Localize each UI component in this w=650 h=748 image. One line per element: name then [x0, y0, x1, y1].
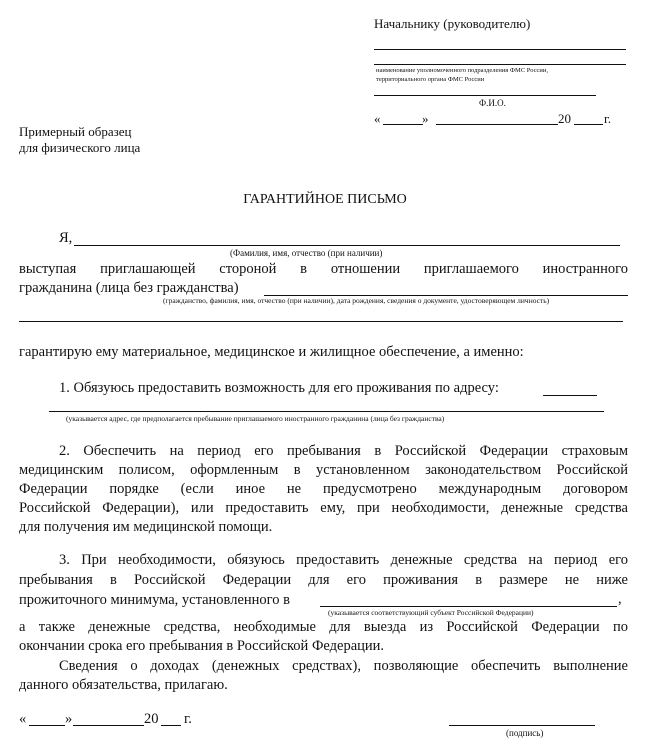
header-date-open-quote: «: [374, 111, 381, 126]
invitee-line-2[interactable]: [19, 321, 623, 322]
address-line-1[interactable]: [543, 395, 597, 396]
item2-line-5: для получения им медицинской помощи.: [19, 519, 273, 535]
item3-line-3-comma: ,: [618, 591, 622, 607]
address-caption: (указывается адрес, где предполагается пребывание приглашаемого иностранного гражданина (лица без гражданства): [66, 414, 445, 423]
applicant-name-line[interactable]: [74, 245, 620, 246]
address-line-2[interactable]: [49, 411, 604, 412]
item2-line-4: Российской Федерации), или предоставить ему, при необходимости, денежные средства: [19, 500, 628, 516]
agency-caption-1: наименование уполномоченного подразделения ФМС России,: [376, 67, 548, 74]
item2-line-1: 2. Обеспечить на период его пребывания в Российской Федерации страховым: [59, 443, 628, 459]
header-date-close-quote: »: [422, 111, 429, 126]
addressee-line-2[interactable]: [374, 64, 626, 65]
header-date-day-line[interactable]: [383, 124, 423, 125]
item1-text: 1. Обязуюсь предоставить возможность для его проживания по адресу:: [59, 380, 499, 396]
sample-note-line-1: Примерный образец: [19, 124, 132, 139]
fio-caption: Ф.И.О.: [479, 98, 506, 108]
footer-date-year-prefix: 20: [144, 711, 159, 727]
footer-date-year-suffix: г.: [184, 711, 192, 727]
addressee-heading: Начальнику (руководителю): [374, 16, 531, 31]
guarantee-line: гарантирую ему материальное, медицинское и жилищное обеспечение, а именно:: [19, 344, 524, 360]
header-date-year-prefix: 20: [558, 111, 571, 126]
applicant-name-caption: (Фамилия, имя, отчество (при наличии): [230, 248, 383, 258]
footer-date-open-quote: «: [19, 711, 27, 727]
signature-line[interactable]: [449, 725, 595, 726]
agency-caption-2: территориального органа ФМС России: [376, 76, 485, 83]
item3-line-2: пребывания в Российской Федерации для его проживания в размере не ниже: [19, 572, 628, 588]
item3-line-1: 3. При необходимости, обязуюсь предоставить денежные средства на период его: [59, 552, 628, 568]
item2-line-3: Федерации порядке (если иное не предусмотрено международным договором: [19, 481, 628, 497]
header-date-year-suffix: г.: [604, 111, 612, 126]
item3-line-4: а также денежные средства, необходимые для выезда из Российской Федерации по: [19, 619, 628, 635]
intro-line-1: выступая приглашающей стороной в отношении приглашаемого иностранного: [19, 261, 628, 277]
item2-line-2: медицинским полисом, оформленным в установленном законодательством Российской: [19, 462, 628, 478]
income-line-2: данного обязательства, прилагаю.: [19, 677, 228, 693]
income-line-1: Сведения о доходах (денежных средствах), позволяющие обеспечить выполнение: [59, 658, 628, 674]
intro-i-label: Я,: [59, 230, 73, 246]
item3-line-3: прожиточного минимума, установленного в: [19, 592, 290, 608]
item3-line-5: окончании срока его пребывания в Российской Федерации.: [19, 638, 385, 654]
footer-date-day-line[interactable]: [29, 725, 65, 726]
footer-date-year-line[interactable]: [161, 725, 181, 726]
sample-note-line-2: для физического лица: [19, 140, 141, 155]
signature-caption: (подпись): [506, 728, 544, 738]
page-title: ГАРАНТИЙНОЕ ПИСЬМО: [243, 192, 407, 207]
region-line[interactable]: [320, 606, 617, 607]
footer-date-month-line[interactable]: [73, 725, 144, 726]
header-date-year-line[interactable]: [574, 124, 603, 125]
invitee-caption: (гражданство, фамилия, имя, отчество (при наличии), дата рождения, сведения о документе, удостоверяющем личность): [163, 296, 550, 305]
footer-date-close-quote: »: [65, 711, 73, 727]
fio-line[interactable]: [374, 95, 596, 96]
intro-line-2: гражданина (лица без гражданства): [19, 280, 239, 296]
header-date-month-line[interactable]: [436, 124, 558, 125]
region-caption: (указывается соответствующий субъект Российской Федерации): [328, 608, 534, 617]
addressee-line-1[interactable]: [374, 49, 626, 50]
